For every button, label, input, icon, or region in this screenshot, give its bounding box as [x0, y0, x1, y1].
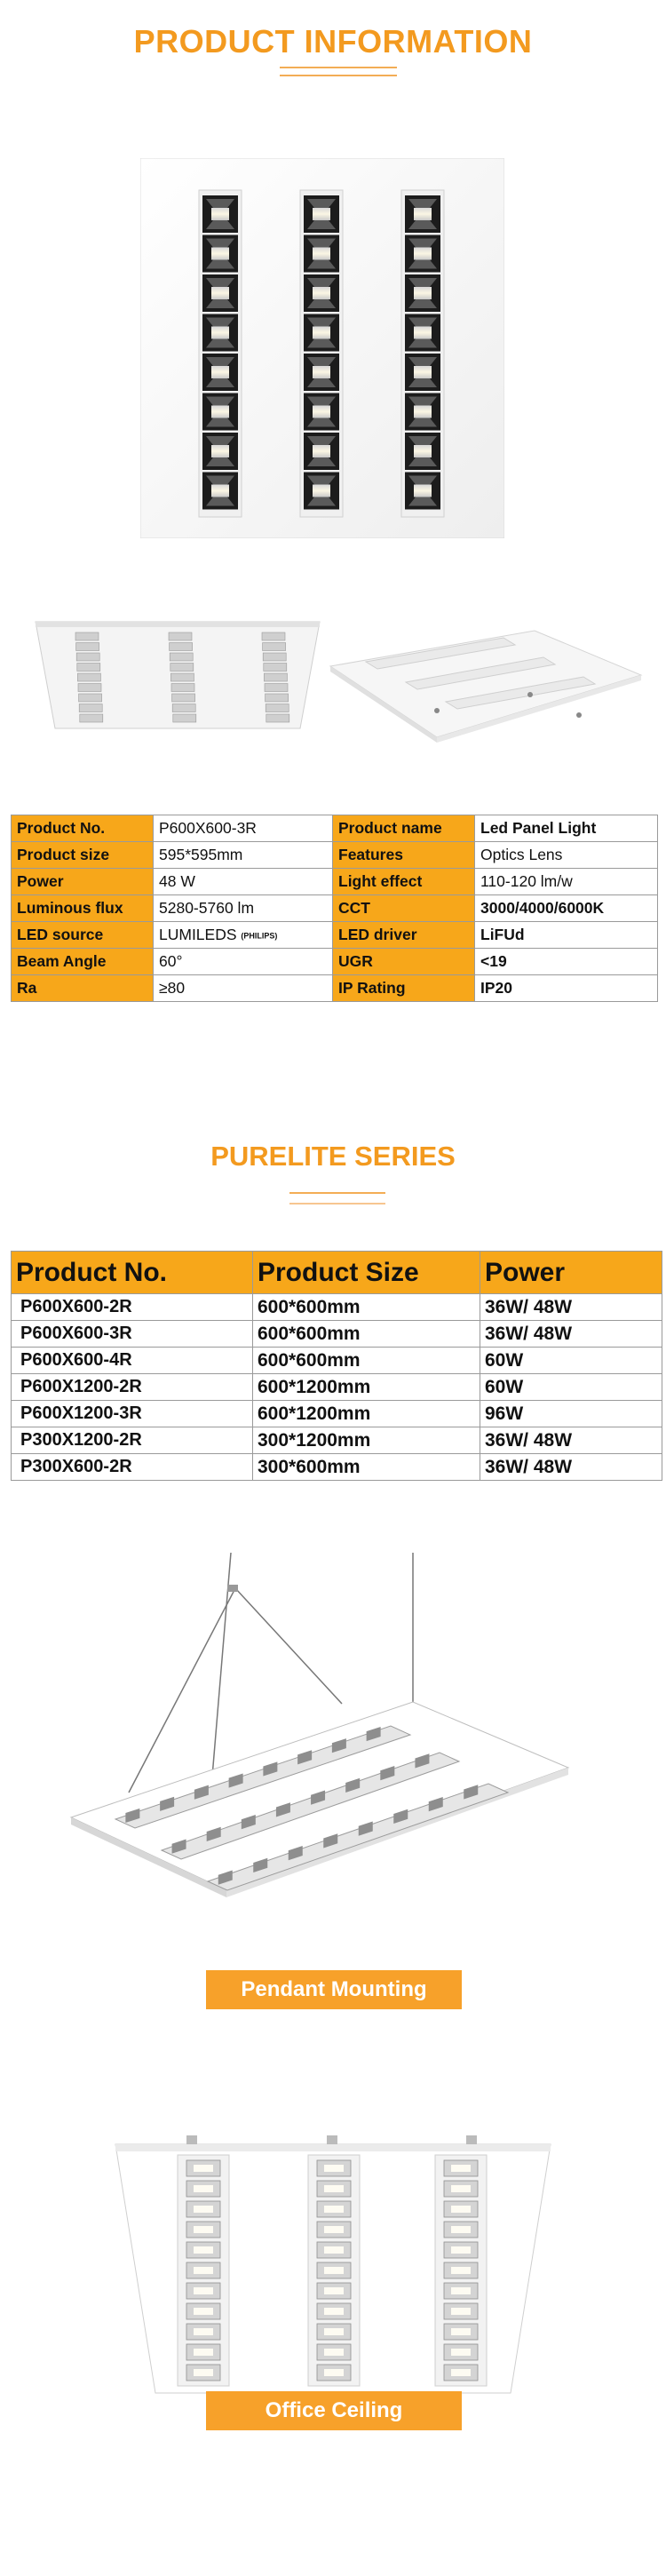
- spec-label-text: Product name: [338, 819, 442, 837]
- spec-label: [333, 949, 475, 975]
- spec-row: [12, 975, 658, 1002]
- series-row: [12, 1427, 662, 1454]
- series-cell: P600X1200-2R: [12, 1374, 253, 1401]
- office-ceiling-image: [111, 2135, 555, 2402]
- spec-label: [12, 869, 154, 895]
- series-header: Product Size: [253, 1252, 480, 1294]
- spec-value: [154, 895, 333, 922]
- series-cell: 300*600mm: [253, 1454, 480, 1481]
- spec-value: [475, 922, 658, 949]
- series-cell: 60W: [480, 1348, 662, 1374]
- series-cell: 600*1200mm: [253, 1374, 480, 1401]
- series-row: [12, 1348, 662, 1374]
- spec-value-text: 60°: [159, 952, 183, 970]
- title-underline: [289, 1192, 385, 1194]
- panel-angled-image: [27, 604, 329, 746]
- spec-value-text: IP20: [480, 979, 512, 997]
- spec-value: [154, 815, 333, 842]
- spec-label: [333, 869, 475, 895]
- spec-value: [154, 869, 333, 895]
- spec-label: [12, 842, 154, 869]
- spec-label: [12, 922, 154, 949]
- series-cell: P600X600-3R: [12, 1321, 253, 1348]
- spec-value-text: ≥80: [159, 979, 186, 997]
- spec-label: [333, 842, 475, 869]
- spec-value-text: Optics Lens: [480, 846, 563, 863]
- spec-row: [12, 842, 658, 869]
- series-cell: 96W: [480, 1401, 662, 1427]
- panel-back-image: [313, 613, 650, 755]
- series-cell: 600*600mm: [253, 1321, 480, 1348]
- series-cell: P300X600-2R: [12, 1454, 253, 1481]
- series-cell: P600X1200-3R: [12, 1401, 253, 1427]
- series-cell: P600X600-4R: [12, 1348, 253, 1374]
- spec-value-text: P600X600-3R: [159, 819, 257, 837]
- series-header: Power: [480, 1252, 662, 1294]
- title-underline: [289, 1203, 385, 1205]
- spec-label-text: Light effect: [338, 872, 423, 890]
- series-row: [12, 1374, 662, 1401]
- spec-label: [12, 895, 154, 922]
- spec-label-text: Features: [338, 846, 403, 863]
- spec-label-text: Luminous flux: [17, 899, 123, 917]
- office-ceiling-label: Office Ceiling: [206, 2391, 462, 2430]
- series-cell: 36W/ 48W: [480, 1321, 662, 1348]
- spec-label: [333, 975, 475, 1002]
- series-row: [12, 1294, 662, 1321]
- panel-front-image: [140, 158, 504, 538]
- spec-label: [333, 922, 475, 949]
- spec-label-text: Beam Angle: [17, 952, 107, 970]
- spec-label: [333, 815, 475, 842]
- spec-value: [154, 975, 333, 1002]
- series-cell: P600X600-2R: [12, 1294, 253, 1321]
- spec-value: [154, 842, 333, 869]
- title-underline: [280, 75, 397, 76]
- led-source-note: (PHILIPS): [241, 931, 278, 941]
- spec-label-text: Ra: [17, 979, 37, 997]
- spec-value-text: LUMILEDS: [159, 926, 237, 943]
- spec-value-text: LiFUd: [480, 926, 525, 943]
- series-title: PURELITE SERIES: [210, 1141, 456, 1172]
- series-header: Product No.: [12, 1252, 253, 1294]
- spec-value: [475, 869, 658, 895]
- spec-row: [12, 869, 658, 895]
- spec-value: [475, 949, 658, 975]
- spec-value-text: 48 W: [159, 872, 195, 890]
- spec-label: [12, 949, 154, 975]
- spec-label: [12, 975, 154, 1002]
- spec-value: [154, 949, 333, 975]
- spec-label-text: CCT: [338, 899, 370, 917]
- spec-label-text: Product No.: [17, 819, 106, 837]
- series-cell: 36W/ 48W: [480, 1454, 662, 1481]
- spec-value: [475, 975, 658, 1002]
- series-row: [12, 1401, 662, 1427]
- spec-value-text: 595*595mm: [159, 846, 243, 863]
- spec-label: [12, 815, 154, 842]
- spec-row: [12, 949, 658, 975]
- series-row: [12, 1321, 662, 1348]
- spec-value-text: 3000/4000/6000K: [480, 899, 605, 917]
- spec-row: [12, 922, 658, 949]
- spec-label-text: Power: [17, 872, 64, 890]
- pendant-mounting-image: [62, 1535, 577, 1935]
- series-cell: 36W/ 48W: [480, 1294, 662, 1321]
- spec-label-text: LED driver: [338, 926, 417, 943]
- series-cell: 60W: [480, 1374, 662, 1401]
- spec-row: [12, 815, 658, 842]
- title-underline: [280, 67, 397, 68]
- spec-label-text: IP Rating: [338, 979, 406, 997]
- series-cell: 600*1200mm: [253, 1401, 480, 1427]
- series-row: [12, 1454, 662, 1481]
- spec-label-text: LED source: [17, 926, 104, 943]
- series-cell: 300*1200mm: [253, 1427, 480, 1454]
- series-cell: 36W/ 48W: [480, 1427, 662, 1454]
- spec-label-text: Product size: [17, 846, 110, 863]
- spec-value-text: 5280-5760 lm: [159, 899, 255, 917]
- series-cell: P300X1200-2R: [12, 1427, 253, 1454]
- spec-value-text: Led Panel Light: [480, 819, 597, 837]
- series-table: [11, 1251, 662, 1481]
- spec-value-text: 110-120 lm/w: [480, 872, 573, 890]
- spec-value: [475, 815, 658, 842]
- spec-label: [333, 895, 475, 922]
- spec-value: [475, 895, 658, 922]
- product-information-title: PRODUCT INFORMATION: [133, 23, 533, 60]
- spec-value: [475, 842, 658, 869]
- pendant-mounting-label: Pendant Mounting: [206, 1970, 462, 2009]
- spec-row: [12, 895, 658, 922]
- spec-table: [11, 815, 658, 1002]
- spec-value-text: <19: [480, 952, 507, 970]
- series-cell: 600*600mm: [253, 1348, 480, 1374]
- series-cell: 600*600mm: [253, 1294, 480, 1321]
- spec-value: [154, 922, 333, 949]
- spec-label-text: UGR: [338, 952, 373, 970]
